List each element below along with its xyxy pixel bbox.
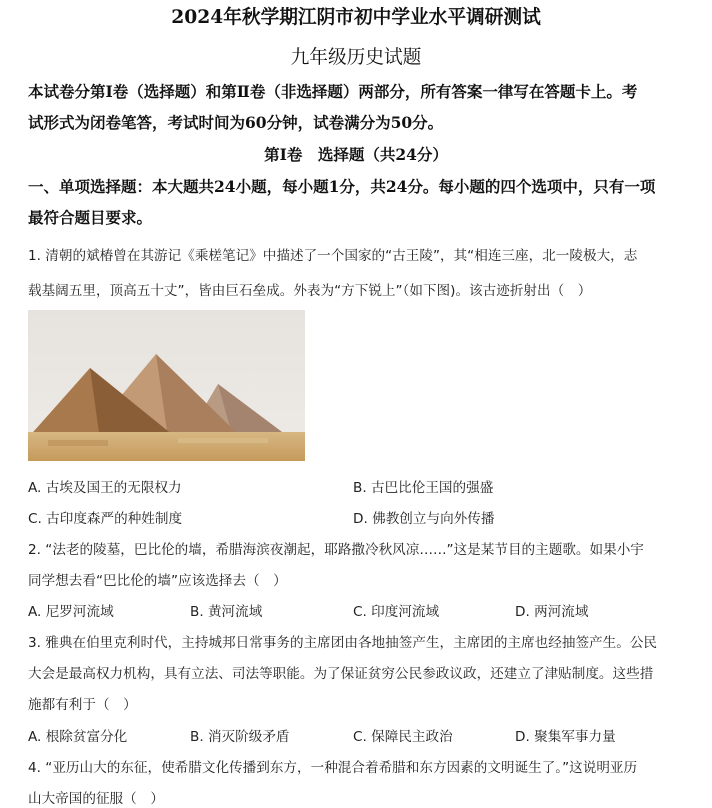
question-3-line-2: 大会是最高权力机构，具有立法、司法等职能。为了保证贫穷公民参政议政，还建立了津贴制度。这些措 [28,666,654,682]
question-4-line-1: 4. “亚历山大的东征，使希腊文化传播到东方，一种混合着希腊和东方因素的文明诞生了。”这说明亚历 [28,760,638,776]
q3-option-c: C. 保障民主政治 [353,729,453,745]
question-1-line-1: 1. 清朝的斌椿曾在其游记《乘槎笔记》中描述了一个国家的“古王陵”，其“相连三座，北一陵极大，志 [28,248,638,264]
q1-option-a: A. 古埃及国王的无限权力 [28,480,182,496]
q1-option-c: C. 古印度森严的种姓制度 [28,511,183,527]
q3-option-a: A. 根除贫富分化 [28,729,128,745]
section-intro-line-1: 一、单项选择题：本大题共24小题，每小题1分，共24分。每小题的四个选项中，只有一项 [28,177,656,196]
instructions-line-1: 本试卷分第Ⅰ卷（选择题）和第Ⅱ卷（非选择题）两部分，所有答案一律写在答题卡上。考 [28,82,638,101]
instructions-line-2: 试形式为闭卷笔答，考试时间为60分钟，试卷满分为50分。 [28,113,444,132]
question-4-line-2: 山大帝国的征服（ ） [28,791,164,807]
question-1-line-2: 载基阔五里，顶高五十丈”，皆由巨石垒成。外表为“方下锐上”（如下图)。该古迹折射出（ ） [28,283,592,299]
q1-option-d: D. 佛教创立与向外传播 [353,511,495,527]
question-2-line-1: 2. “法老的陵墓，巴比伦的墙，希腊海滨夜潮起，耶路撒冷秋风凉……”这是某节目的主题歌。如果小宇 [28,542,644,558]
pyramids-image [28,310,305,461]
q3-option-b: B. 消灭阶级矛盾 [190,729,290,745]
q2-option-d: D. 两河流域 [515,604,589,620]
q2-option-a: A. 尼罗河流域 [28,604,114,620]
section-intro-line-2: 最符合题目要求。 [28,208,153,227]
question-2-line-2: 同学想去看“巴比伦的墙”应该选择去（ ） [28,573,287,589]
q1-option-b: B. 古巴比伦王国的强盛 [353,480,494,496]
q2-option-b: B. 黄河流域 [190,604,263,620]
question-3-line-3: 施都有利于（ ） [28,697,137,713]
section-heading: 第Ⅰ卷 选择题（共24分） [264,145,448,164]
exam-title: 2024年秋学期江阴市初中学业水平调研测试 [171,6,541,28]
question-3-line-1: 3. 雅典在伯里克利时代，主持城邦日常事务的主席团由各地抽签产生，主席团的主席也经抽签产生。公民 [28,635,658,651]
q3-option-d: D. 聚集军事力量 [515,729,616,745]
exam-subtitle: 九年级历史试题 [290,46,422,68]
q2-option-c: C. 印度河流域 [353,604,440,620]
